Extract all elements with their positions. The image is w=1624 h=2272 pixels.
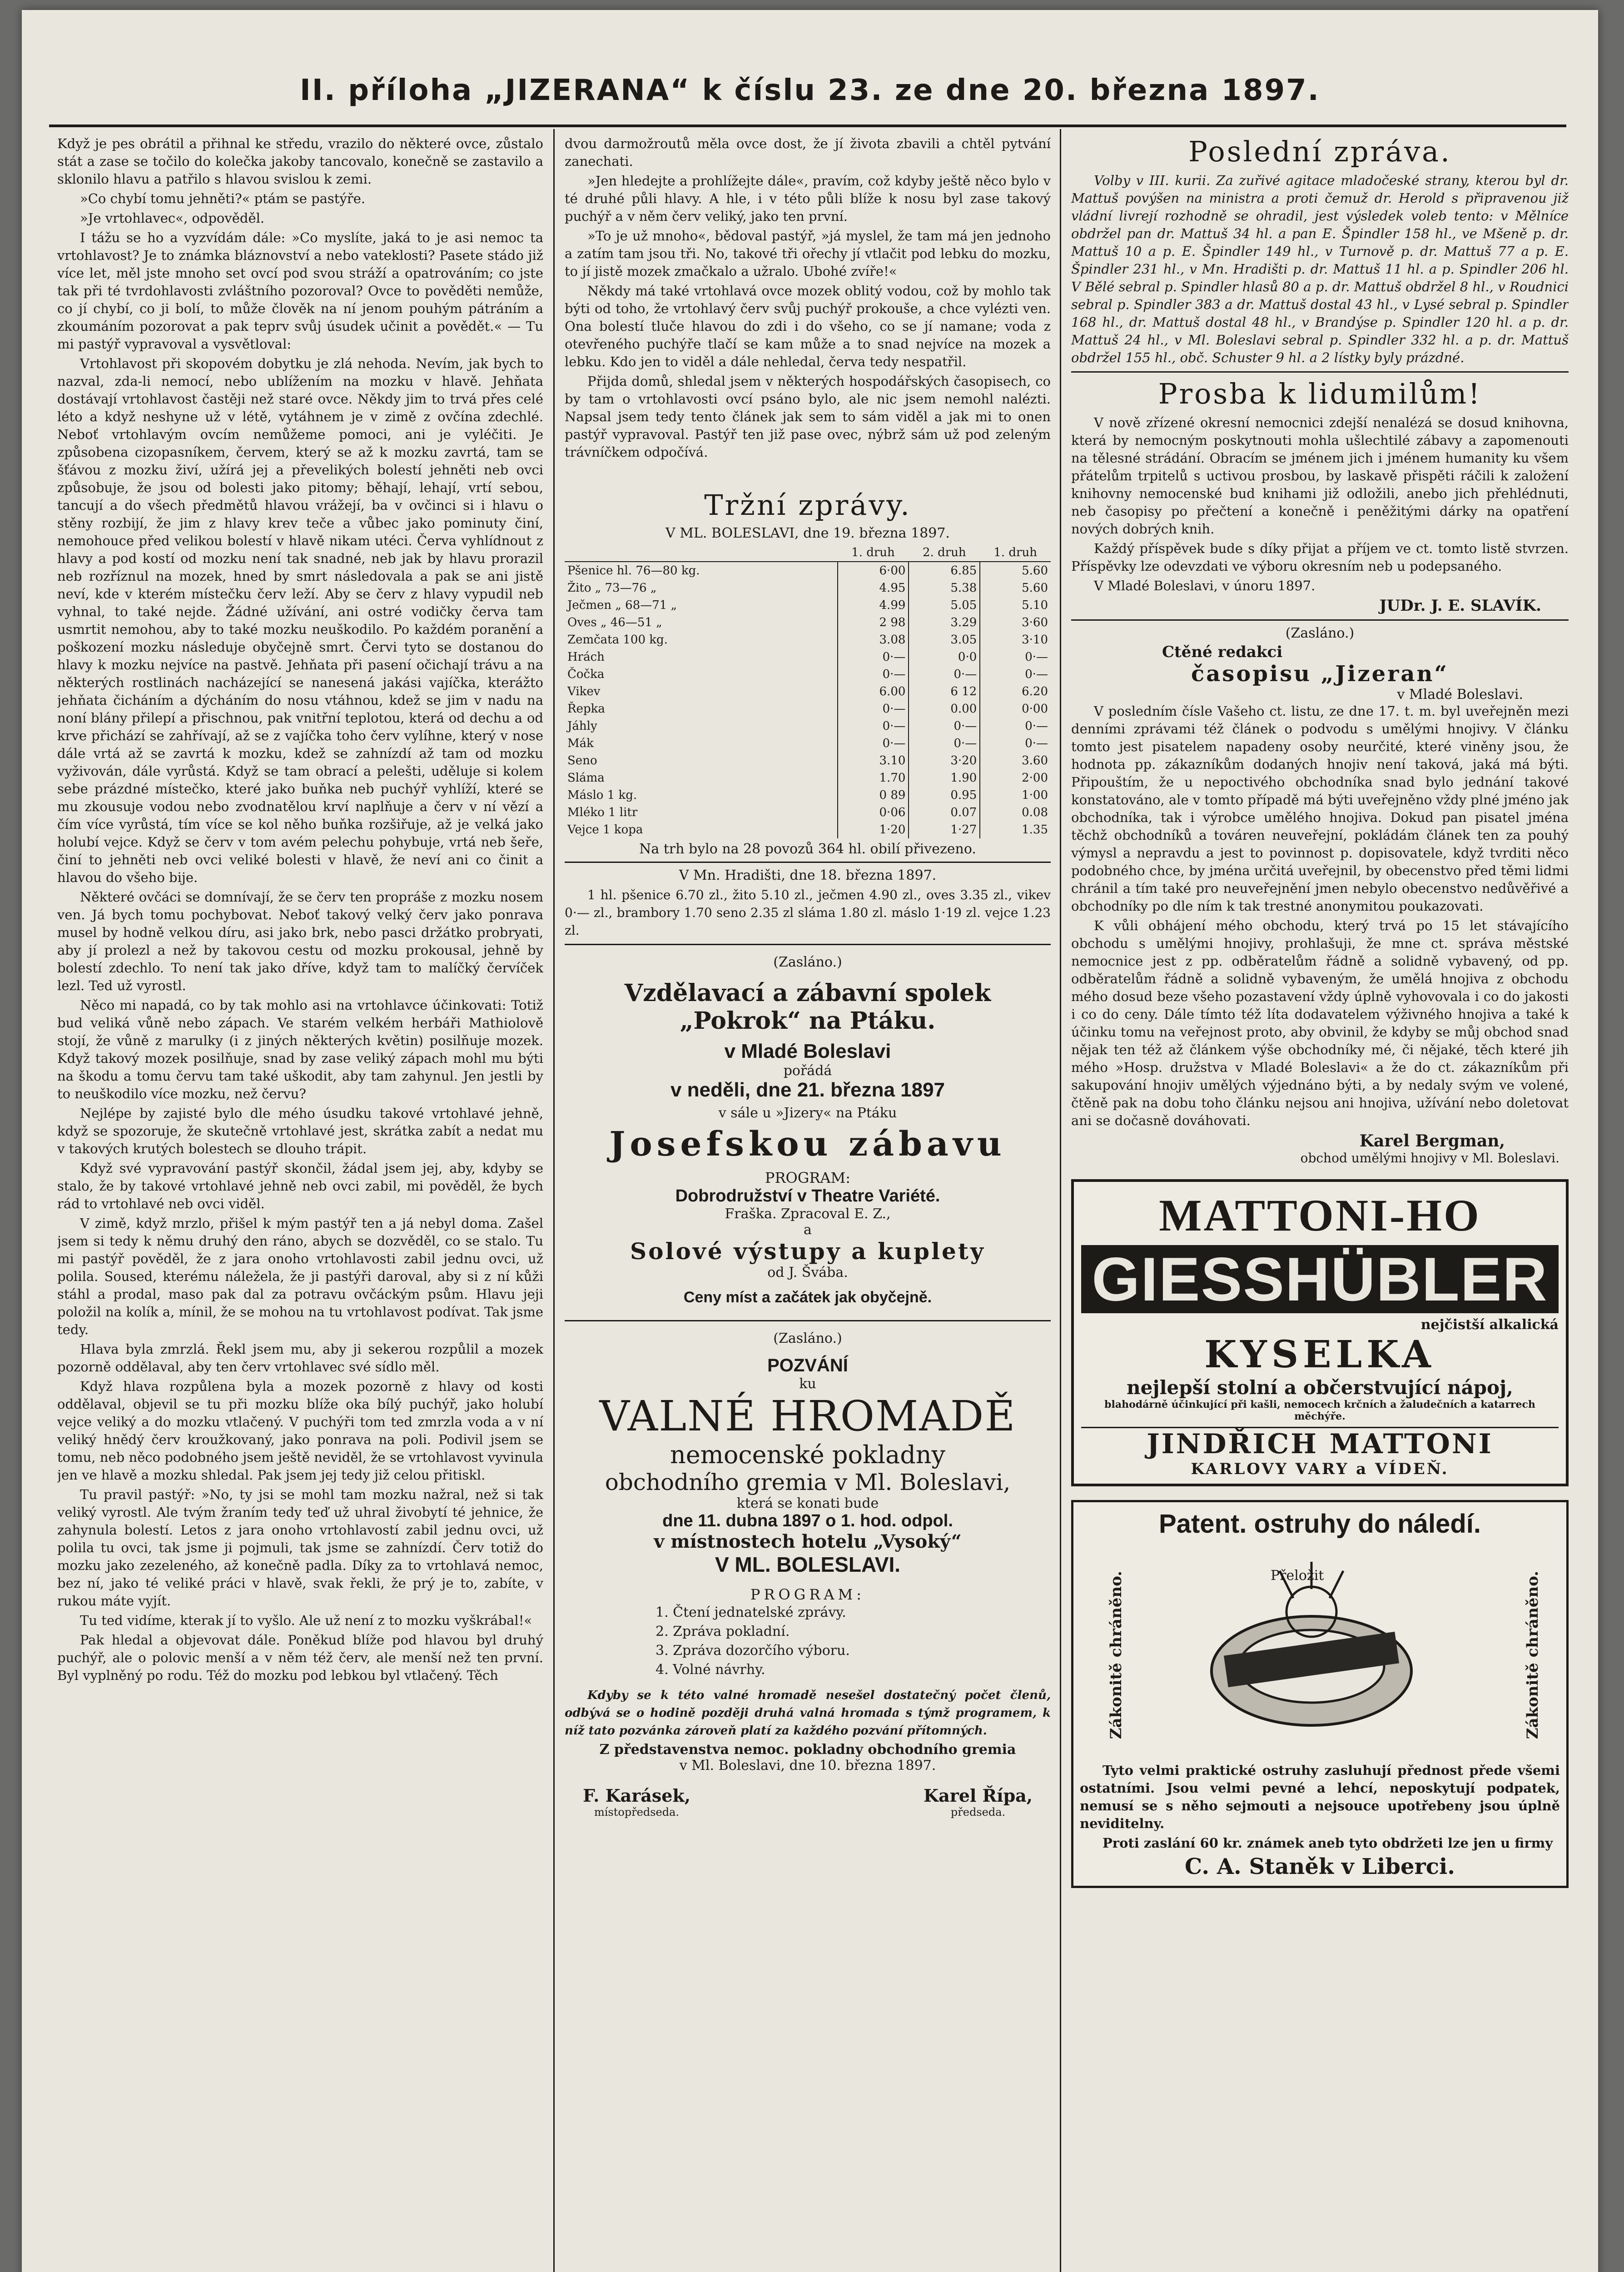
mattoni-ad — [1071, 1179, 1569, 1486]
patent-text: Tyto velmi praktické ostruhy zasluhují přednost přede všemi ostatními. Jsou velmi pevné a lehcí, neposkytují podpatek, nemusí se s něho sejmouti a nejsouce upotřebeny jsou úplně neviditelny. — [1080, 1763, 1560, 1831]
market-row — [565, 579, 1051, 597]
market-price: 0 89 — [838, 787, 909, 804]
mattoni-line3: blahodárně účinkující při kašli, nemocech krčních a žaludečních a katarrech měchýře. — [1104, 1399, 1535, 1422]
pokrok-event: Josefskou zábavu — [609, 1125, 1006, 1164]
market-price: 3.29 — [909, 614, 980, 631]
article-paragraph: V zimě, když mrzlo, přišel k mým pastýř ten a já nebyl doma. Zašel jsem si tedy k němu druhý den ráno, abych se dozvěděl, co se stalo. Tu mi pastýř pověděl, že z jara onoho vrtohlavosti zabil jednu ovci, už polila. Soused, kterému náležela, že ji pastýři daroval, aby si z ní kůži stáhl a prodal, maso pak dal za potravu ovčáckým psům. Hlavu jeji položil na kolík a, mínil, že se mohou na tu vrtohlavost podívat. Tak jsme tedy. — [57, 1216, 543, 1337]
article-paragraph: Něco mi napadá, co by tak mohlo asi na vrtohlavce účinkovati: Totiž bud veliká vůně nebo zápach. Ve starém velkém herbáři Mathiolově stojí, že vůně z marulky (i z jiných některých květin) posilňuje mozek. Když takový mozek posilňuje, snad by zase veliký zápach mohl mu býti na škodu a tomu červu tam také uškodit, aby tam zahynul. Jen jestli by to neuškodilo více mozku, než červu? — [57, 997, 543, 1101]
valna-title: VALNÉ HROMADĚ — [599, 1392, 1016, 1440]
market-item: Sláma — [567, 771, 605, 785]
mattoni-place: KARLOVY VARY a VÍDEŇ. — [1191, 1460, 1449, 1478]
market-price: 1·27 — [909, 821, 980, 838]
market-price: 5.60 — [980, 562, 1051, 579]
market2-title: V Mn. Hradišti, dne 18. března 1897. — [679, 867, 937, 883]
market-price: 0·— — [980, 735, 1051, 752]
signature-block — [924, 1785, 1033, 1819]
market-row — [565, 562, 1051, 579]
market-table — [565, 544, 1051, 838]
valna-city: V ML. BOLESLAVI. — [715, 1553, 901, 1576]
market-price: 0·— — [838, 717, 909, 735]
market-item: Ječmen „ 68—71 „ — [567, 598, 677, 612]
zaslano-label: (Zasláno.) — [773, 1330, 842, 1346]
market-price: 0·— — [838, 666, 909, 683]
market-item: Hrách — [567, 650, 605, 664]
market-price: 0·0 — [909, 648, 980, 666]
column-2 — [565, 135, 1051, 2272]
market-price: 0.07 — [909, 804, 980, 821]
prosba-date: V Mladé Boleslavi, v únoru 1897. — [1094, 578, 1316, 593]
market-price: 0.00 — [909, 700, 980, 717]
valna-program-label: PROGRAM: — [750, 1586, 865, 1603]
market-row — [565, 821, 1051, 838]
prosba-notice — [1071, 377, 1569, 615]
patent-side-left: Zákonitě chráněno. — [1107, 1571, 1125, 1739]
market-col-header — [565, 544, 838, 562]
pokrok-venue: v sále u »Jizery« na Ptáku — [718, 1105, 897, 1121]
divider — [1071, 619, 1569, 621]
article-paragraph: »To je už mnoho«, bědoval pastýř, »já myslel, že tam má jen jednoho a zatím tam jsou tři. No, takové tři ořechy jí vtlačit pod lebku do mozku, to jí jistě mozek zmačkalo a užralo. Ubohé zvíře!« — [565, 228, 1051, 279]
market-item: Zemčata 100 kg. — [567, 633, 668, 647]
article-paragraph: Když své vypravování pastýř skončil, žádal jsem jej, aby, kdyby se stalo, že by takové vrtohlavé jehně neb ovci zabil, mi pověděl, že bych rád to vrtohlavé neb ovci viděl. — [57, 1161, 543, 1211]
market-item: Máslo 1 kg. — [567, 788, 637, 802]
article-paragraph: »Je vrtohlavec«, odpověděl. — [80, 210, 265, 226]
market-row — [565, 666, 1051, 683]
article-paragraph: Když hlava rozpůlena byla a mozek pozorně z hlavy od kosti oddělaval, objevil se tu při mozku blíže oka bílý puchýř, jako holubí vejce veliký a do mozku vtlačený. V puchýři tom ted zmrzla voda a v ní veliký hnědý červ kroužkovaný, jako ponrava na poli. Podivil jsem se tomu, neb něco podobného jsem ještě neviděl, že se vrtohlavost vyvinula jen ve hlavě a mozku shledal. Pak jsem jej tedy již celou přitiskl. — [57, 1379, 543, 1483]
program-item: 3. Zpráva dozorčího výboru. — [656, 1643, 850, 1659]
page-header — [54, 74, 1566, 124]
market-col-header: 1. druh — [980, 544, 1051, 562]
mattoni-kyselka: KYSELKA — [1204, 1333, 1435, 1376]
valna-ku: ku — [799, 1376, 816, 1392]
letter-place: v Mladé Boleslavi. — [1397, 687, 1523, 703]
article-paragraph: Přijda domů, shledal jsem v některých hospodářských časopisech, co by tam o vrtohlavosti ovcí psáno bylo, ale nic jsem nemohl nalézti. Napsal jsem tedy tento článek jak sem to sám viděl a jak mi to onen pastýř vypravoval. Pastýř ten již pase ovec, nýbrž sám už pod zeleným trávníčkem odpočívá. — [565, 374, 1051, 460]
signature-role: předseda. — [950, 1806, 1006, 1819]
column-3 — [1071, 135, 1569, 2272]
market-price: 0·— — [909, 735, 980, 752]
valna-title3: obchodního gremia v Ml. Boleslavi, — [605, 1469, 1011, 1495]
posledni-title: Poslední zpráva. — [1188, 135, 1451, 168]
posledni-text: Volby v III. kurii. Za zuřivé agitace mladočeské strany, kterou byl dr. Mattuš povýšen na ministra a proti čemuž dr. Herold s připravenou již vládní livrejí rozhodně se ohradil, jest výsledek voleb tento: v Mělníce obdržel pan dr. Mattuš 34 hl. a pan E. Špindler 158 hl., ve Mšeně p. dr. Mattuš 10 a p. E. Špindler 149 hl., v Turnově p. dr. Mattuš 77 a p. E. Špindler 231 hl., v Mn. Hradišti p. dr. Mattuš 11 hl. a p. Spindler 206 hl. V Bělé sebral p. Spindler hlasů 80 a p. dr. Mattuš obdržel 8 hl., v Roudnici sebral p. Spindler 383 a dr. Mattuš dostal 43 hl., v Lysé sebral p. Spindler 168 hl., dr. Mattuš dostal 48 hl., v Brandýse p. Spindler 120 hl. a p. dr. Mattuš 24 hl., v Ml. Boleslavi sebral p. Spindler 332 hl. a p. dr. Mattuš obdržel 155 hl., obč. Schuster 9 hl. a 2 lístky byly prázdné. — [1071, 173, 1569, 365]
column-divider — [1060, 129, 1061, 2272]
program-item: 1. Čtení jednatelské zprávy. — [656, 1604, 846, 1620]
market-row — [565, 735, 1051, 752]
market-price: 3.60 — [980, 752, 1051, 769]
market-row — [565, 700, 1051, 717]
prosba-signature: JUDr. J. E. SLAVÍK. — [1379, 597, 1541, 615]
article-paragraph: Hlava byla zmrzlá. Řekl jsem mu, aby ji sekerou rozpůlil a mozek pozorně oddělaval, aby ten červ vrtohlavec své sídlo měl. — [57, 1341, 543, 1375]
market-row — [565, 769, 1051, 787]
market-price: 3.05 — [909, 631, 980, 648]
mattoni-name: JINDŘICH MATTONI — [1081, 1427, 1559, 1460]
market-row — [565, 597, 1051, 614]
signature-name: F. Karásek, — [583, 1785, 691, 1806]
market-row — [565, 787, 1051, 804]
market-price: 3·20 — [909, 752, 980, 769]
header-rule — [49, 125, 1566, 127]
market-price: 4.95 — [838, 579, 909, 597]
market-header-row — [565, 544, 1051, 562]
divider — [1071, 371, 1569, 373]
patent-title: Patent. ostruhy do náledí. — [1159, 1509, 1481, 1539]
zaslano-letter — [1071, 625, 1569, 1166]
market-item: Pšenice hl. 76—80 kg. — [567, 564, 700, 578]
divider — [565, 862, 1051, 863]
market-row — [565, 631, 1051, 648]
valna-program-list — [565, 1603, 1051, 1679]
market-table-body — [565, 562, 1051, 838]
market-price: 2 98 — [838, 614, 909, 631]
article-paragraph: I tážu se ho a vyzvídám dále: »Co myslíte, jaká to je asi nemoc ta vrtohlavost? Je to známka bláznovství a nebo vateklosti? Pasete stádo již více let, měl jste mnoho set ovcí pod svou stráží a opatrováním; co jste tak při té tvrdohlavosti zvláštního pozoroval? Ovce to pověděti nemůže, co jí chybí, co ji bolí, to může člověk na ní jenom pouhým pátráním a zkoumáním pozorovat a pak teprv svůj úsudek učinit a povědět.« — Tu mi pastýř vypravoval a vysvětloval: — [57, 230, 543, 352]
market-price: 1.90 — [909, 769, 980, 787]
market-price: 0·00 — [980, 700, 1051, 717]
letter-signature-role: obchod umělými hnojivy v Ml. Boleslavi. — [1300, 1151, 1559, 1166]
letter-signature: Karel Bergman, — [1359, 1131, 1505, 1151]
letter-text2: K vůli obhájení mého obchodu, který trvá po 15 let stávajícího obchodu s umělými hnojivy, prohlašuji, že mne ct. správa městské nemocnice jest z pp. odběratelům řádně a solidně vybavený, od pp. odběratelům řádně a solidně vybaveným, že umělá hnojiva z obchodu mého dosud beze všeho pozastavení vždy úplně vyhovovala i co do jakosti i co do ceny. Dále tímto též líta dodavatelem výživného hnojiva a také k účinku tomu na veřejnost proto, aby obvinil, že kdyby se můj obchod snad nějak ten též až článkem výše obchodníky mé, či nějaké, těch které jih mého »Hosp. družstva v Mladé Boleslavi« a že do ct. zákazníkům při sakupování hnojiv umělých výjednáno býti, a by nedaly svým ve volené, čtěně pak na dobu toho článku nejsou ani hnojiva, užívání nebo doletovat ani se dočasně dováhovati. — [1071, 918, 1569, 1128]
market-price: 6·00 — [838, 562, 909, 579]
pokrok-prices: Ceny míst a začátek jak obyčejně. — [683, 1289, 932, 1306]
mattoni-line2: nejlepší stolní a občerstvující nápoj, — [1127, 1376, 1513, 1399]
market-price: 3·10 — [980, 631, 1051, 648]
article-paragraph: Nejlépe by zajisté bylo dle mého úsudku takové vrtohlavé jehně, když se spozoruje, že skutečně vrtohlavé jest, skrátka zabít a nedat mu v takových krutých bolestech se dlouho trápit. — [57, 1106, 543, 1156]
market-item: Čočka — [567, 668, 605, 681]
zaslano-label: (Zasláno.) — [773, 954, 842, 970]
market-row — [565, 717, 1051, 735]
patent-price: Proti zaslání 60 kr. známek aneb tyto obdržeti lze jen u firmy — [1103, 1835, 1553, 1851]
mattoni-line1: nejčistší alkalická — [1420, 1317, 1559, 1333]
newspaper-page — [22, 10, 1598, 2272]
patent-firm: C. A. Staněk v Liberci. — [1185, 1854, 1455, 1879]
market-col-header: 1. druh — [838, 544, 909, 562]
market-price: 3·60 — [980, 614, 1051, 631]
market-price: 0·— — [909, 717, 980, 735]
valna-signed: Z představenstva nemoc. pokladny obchodního gremia — [599, 1742, 1016, 1758]
market-row — [565, 683, 1051, 700]
market-report — [565, 488, 1051, 939]
market-price: 6.20 — [980, 683, 1051, 700]
patent-side-right: Zákonitě chráněno. — [1524, 1571, 1542, 1739]
letter-text: V posledním čísle Vašeho ct. listu, ze dne 17. t. m. byl uveřejněn mezi denními zprávami též článek o podvodu s umělými hnojivy. V článku tomto jest pisatelem napadeny osoby neurčité, které viněny jsou, že hodnota pp. zákazníkům dodaných hnojiv není taková, jaká má býti. Připouštím, že u nepoctivého obchodníka snad bylo jednání takové konstatováno, ale v tomto případě má býti uveřejněno vždy plné jméno jak obchodníka, tak i výrobce umělého hnojiva. Dokud pan pisatel jména těchž obchodníků a továren neuveřejní, pokládám článek ten za pouhý výmysl a nepravdu a jest to povinnost p. dopisovatele, když tvrditi něco podobného chce, by jména určitá uveřejnil, by obecenstvo před těmi lidmi chránil a tím také pro neuveřejnění jmen nebylo obecenstvo nedůvěřivé a obchodníky po dle ním k tak trestné anonymitou poukazovati. — [1071, 703, 1569, 914]
prosba-title: Prosba k lidumilům! — [1158, 377, 1482, 410]
program-item: 2. Zpráva pokladní. — [656, 1624, 790, 1639]
article-paragraph: Když je pes obrátil a přihnal ke středu, vrazilo do některé ovce, zůstalo stát a zase se točilo do kolečka jakoby tancovalo, konečně se zastavilo a sklonilo hlavu a patřilo s hlavou svislou k zemi. — [57, 136, 543, 187]
article-paragraph: »Co chybí tomu jehněti?« ptám se pastýře. — [80, 191, 366, 206]
market-price: 0·— — [909, 666, 980, 683]
market-item: Řepka — [567, 702, 605, 716]
pokrok-prog1: Dobrodružství v Theatre Variété. — [675, 1186, 940, 1206]
market-row — [565, 614, 1051, 631]
letter-paper: časopisu „Jizeran“ — [1191, 661, 1449, 687]
pokrok-title: Vzdělavací a zábavní spolek „Pokrok“ na Ptáku. — [624, 979, 991, 1035]
valna-hromada-notice — [565, 1330, 1051, 1819]
market-row — [565, 804, 1051, 821]
market-price: 0·— — [980, 648, 1051, 666]
article-paragraph: Tu pravil pastýř: »No, ty jsi se mohl tam mozku nažral, než si tak veliký vyrostl. Ale tvým žraním tedy teď už uhral živobytí té jehnice, že zahynula bolestí. Letos z jara onoho vrtohlavostí zabil jednu ovci, už polila tu ovci, tak jsme ji pojmuli, tak jsme se zahnízdí. Červ totiž do mozku jako zezeleného, až konečně padla. Díky za to vrtohlavá nemoc, bez ní, jako té veliké práci v hlavě, svak řekli, že prý je to, zabíte, v rukou máte vyjít. — [57, 1487, 543, 1609]
mattoni-top: MATTONI-HO — [1159, 1190, 1481, 1241]
valna-venue: v místnostech hotelu „Vysoký“ — [654, 1531, 962, 1552]
market-price: 2·00 — [980, 769, 1051, 787]
pokrok-date: v neděli, dne 21. března 1897 — [670, 1079, 945, 1101]
market-price: 3.10 — [838, 752, 909, 769]
market-price: 6.00 — [838, 683, 909, 700]
article-paragraph: Tu ted vidíme, kterak jí to vyšlo. Ale už není z to mozku vyškrábal!« — [80, 1613, 532, 1628]
prosba-text: V nově zřízené okresní nemocnici zdejší nenalézá se dosud knihovna, která by nemocným poskytnouti mohla ušlechtilé zábavy a zapomenouti na tělesné strádání. Obracím se jménem jich i jménem humanity ku všem přátelům trpitelů s uctivou prosbou, by laskavě přispěti ráčili k založení knihovny nemocenské bud knihami již odložili, anebo jich přehlédnuti, neb časopisy po přečtení a konečně i peněžitými dárky na opatření nových dobrých knih. — [1071, 415, 1569, 537]
market-price: 4.99 — [838, 597, 909, 614]
valna-title2: nemocenské pokladny — [670, 1440, 946, 1469]
column-1 — [57, 135, 543, 2272]
patent-ad — [1071, 1500, 1569, 1888]
valna-date: dne 11. dubna 1897 o 1. hod. odpol. — [662, 1511, 953, 1530]
market-price: 5.60 — [980, 579, 1051, 597]
valna-signatures — [565, 1785, 1051, 1819]
divider — [565, 944, 1051, 945]
market-price: 6 12 — [909, 683, 980, 700]
market-price: 5.05 — [909, 597, 980, 614]
market-price: 5.10 — [980, 597, 1051, 614]
valna-konati: která se konati bude — [736, 1495, 879, 1511]
pokrok-program-label: PROGRAM: — [765, 1169, 851, 1186]
market-price: 0·— — [838, 735, 909, 752]
pokrok-place: v Mladé Boleslavi — [724, 1040, 891, 1062]
signature-role: místopředseda. — [594, 1806, 680, 1819]
market-item: Seno — [567, 754, 597, 767]
pokrok-prog4: od J. Švába. — [767, 1265, 848, 1280]
article-paragraph: dvou darmožroutů měla ovce dost, že jí života zbavili a chtěl pytvání zanechati. — [565, 136, 1051, 169]
mattoni-brand: GIESSHÜBLER — [1081, 1245, 1559, 1313]
market-price: 6.85 — [909, 562, 980, 579]
market-item: Mák — [567, 737, 594, 750]
market-row — [565, 752, 1051, 769]
market-item: Jáhly — [567, 719, 597, 733]
market2-text: 1 hl. pšenice 6.70 zl., žito 5.10 zl., ječmen 4.90 zl., oves 3.35 zl., vikev 0·— zl., brambory 1.70 seno 2.35 zl sláma 1.80 zl. máslo 1·19 zl. vejce 1.23 zl. — [565, 887, 1051, 938]
zaslano-label: (Zasláno.) — [1285, 625, 1355, 641]
spur-illustration-icon — [1175, 1553, 1448, 1753]
valna-note: Kdyby se k této valné hromadě nesešel dostatečný počet členů, odbývá se o hodině později druhá valná hromada s týmž programem, k níž tato pozvánka zároveň platí za každého pozvání přítomných. — [565, 1689, 1051, 1738]
market-price: 3.08 — [838, 631, 909, 648]
market-title: Tržní zprávy. — [704, 488, 911, 522]
market-item: Vejce 1 kopa — [567, 823, 643, 837]
header-title: II. příloha „JIZERANA“ k číslu 23. ze dne 20. března 1897. — [300, 74, 1320, 107]
signature-block — [583, 1785, 690, 1819]
article-paragraph: Vrtohlavost při skopovém dobytku je zlá nehoda. Nevím, jak bych to nazval, zda-li nemocí, nebo ublížením na mozku v hlavě. Jehňata dostávají vrtohlavost častěji než staré ovce. Někdy jim to trvá přes celé léto a když neshyne už v létě, vytáhnem je v zimě z ovčína zdechlé. Neboť vrtohlavým ovcím nemůžeme pomoci, ani je vyléčiti. Je způsobena cizopasníkem, červem, který se až k mozku zavrtá, tam se šťávou z mozku živí, užírá jej a převelikých bolestí jehněti neb ovci způsobuje, že jsou od bolesti jako pitomy; běhají, lehají, vrtí sebou, tancují a do všech předmětů hlavou vrážejí, ba v ovčinci si i hlavu o stěny rozbijí, že jim z hlavy krev teče a vůbec jako pominuty činí, nemohouce před velikou bolestí v hlavě nikam utéci. Červa vyhlídnout z hlavy a pod kostí od mozku není tak snadné, neb jak by hlavu prorazil neb rozříznul na mozek, hned by smrt následovala a pak se ani jistě neví, kde v kterém místečku červ leží. Aby se červ z hlavy vypudil neb vyhnal, to také nejde. Žádné užívání, ani ostré vodičky červa tam usmrtit nemohou, aby to také mozku neuškodilo. Po každém poranění a poškození mozku následuje obyčejně smrt. Červi tyto se dostanou do hlavy k mozku nejvíce na pastvě. Jehňata při pasení očichají trávu a na některých rostlinách nacházející se nanesená jakási vajíčka, kterážto jehňata čicháním a dýcháním do nosu vtáhnou, kdež se jim v nadu na noní blány přilepí a přischnou, pak vnitřní teplotou, která od dechu a od krve přichází se zahřívají, až se z vajíčka toho červ vylíhne, který v nose dále vrtá až se zavrtá k mozku, kdež se zahnízdí až tam od mozku vyživován, dále vyrůstá. Když se tam obrací a pelešti, uděluje si kolem sebe prázdné místečko, které jako buňka neb puchýř vyhlíží, které se mu zkousuje vodou nebo zvodnatělou krví naplňuje a červ v ní vězí a čím více vyrůstá, tím více se kol něho buňka rozšiřuje, až je velká jako holubí vejce. Když se červ v tom avém pelechu pohybuje, vrtá neb šeře, činí to jehněti neb ovci veliké bolesti v hlavě, že neví ani co činit a hlavou do všeho bije. — [57, 356, 543, 885]
posledni-zprava — [1071, 135, 1569, 367]
market-subtitle: V ML. BOLESLAVI, dne 19. března 1897. — [665, 525, 950, 541]
market-price: 1·20 — [838, 821, 909, 838]
pokrok-prog3: Solové výstupy a kuplety — [630, 1238, 985, 1265]
pokrok-poradá: pořádá — [783, 1063, 832, 1079]
article-paragraph: »Jen hledejte a prohlížejte dále«, pravím, což kdyby ještě něco bylo v té druhé půli hlavy. A hle, i v této půli blíže k nosu byl zase takový puchýř a v něm červ veliký, jako ten první. — [565, 173, 1051, 224]
article-paragraph: Některé ovčáci se domnívají, že se červ ten propráše z mozku nosem ven. Já bych tomu pochybovat. Neboť takový velký červ jako ponrava musel by hodně velkou díru, asi jako brk, nebo pasci držátko probryati, aby jí prolezl a než by takovou cestu od mozku prokousal, jehně by bolestí zdechlo. To není tak jako dříve, když tam to malíčký červíček lezl. Ted už vyrostl. — [57, 889, 543, 993]
market-price: 0·06 — [838, 804, 909, 821]
program-item: 4. Volné návrhy. — [656, 1662, 765, 1678]
market-row — [565, 648, 1051, 666]
pokrok-notice — [565, 954, 1051, 1306]
market-price: 5.38 — [909, 579, 980, 597]
prosba-text2: Každý příspěvek bude s díky přijat a příjem ve ct. tomto listě stvrzen. Příspěvky lze odevzdati ve výboru okresním neb u podepsaného. — [1071, 541, 1569, 574]
letter-salutation: Ctěné redakci — [1162, 643, 1283, 661]
market-price: 1.70 — [838, 769, 909, 787]
market-item: Vikev — [567, 685, 601, 698]
market-price: 0·— — [980, 717, 1051, 735]
market-item: Mléko 1 litr — [567, 806, 638, 819]
market-item: Žito „ 73—76 „ — [567, 581, 657, 595]
article-paragraph: Někdy má také vrtohlavá ovce mozek oblitý vodou, což by mohlo tak býti od toho, že vrtohlavý červ svůj puchýř prokouše, a chce vylézti ven. Ona bolestí tluče hlavou do zdi i do všeho, co se jí namane; voda z otevřeného puchýře tlačí se kam může a to snad nejvíce na mozek a lebku. Kdo jen to viděl a dále nehledal, červa tedy nespatřil. — [565, 283, 1051, 369]
column-divider — [553, 129, 555, 2272]
market-price: 1·00 — [980, 787, 1051, 804]
market-price: 0·— — [838, 700, 909, 717]
market-footer: Na trh bylo na 28 povozů 364 hl. obilí přivezeno. — [639, 841, 976, 857]
divider — [565, 1320, 1051, 1321]
patent-illustration-area — [1080, 1544, 1560, 1757]
market-item: Oves „ 46—51 „ — [567, 616, 662, 629]
valna-place-date: v Ml. Boleslavi, dne 10. března 1897. — [679, 1758, 936, 1774]
pokrok-prog2: Fraška. Zpracoval E. Z., — [725, 1206, 891, 1222]
patent-label: Přeložit — [1271, 1568, 1324, 1584]
pokrok-prog-and: a — [804, 1222, 812, 1238]
market-price: 0.95 — [909, 787, 980, 804]
market-col-header: 2. druh — [909, 544, 980, 562]
market-price: 1.35 — [980, 821, 1051, 838]
market-price: 0·— — [980, 666, 1051, 683]
market-price: 0.08 — [980, 804, 1051, 821]
article-paragraph: Pak hledal a objevovat dále. Poněkud blíže pod hlavou byl druhý puchýř, ale o polovic menší a v něm též červ, ale menší než ten první. Byl vyplněný po rodu. Též do mozku pod lebkou byl vtlačený. Těch — [57, 1632, 543, 1683]
signature-name: Karel Řípa, — [924, 1785, 1033, 1806]
market-price: 0·— — [838, 648, 909, 666]
valna-pozvani: POZVÁNÍ — [767, 1355, 848, 1375]
